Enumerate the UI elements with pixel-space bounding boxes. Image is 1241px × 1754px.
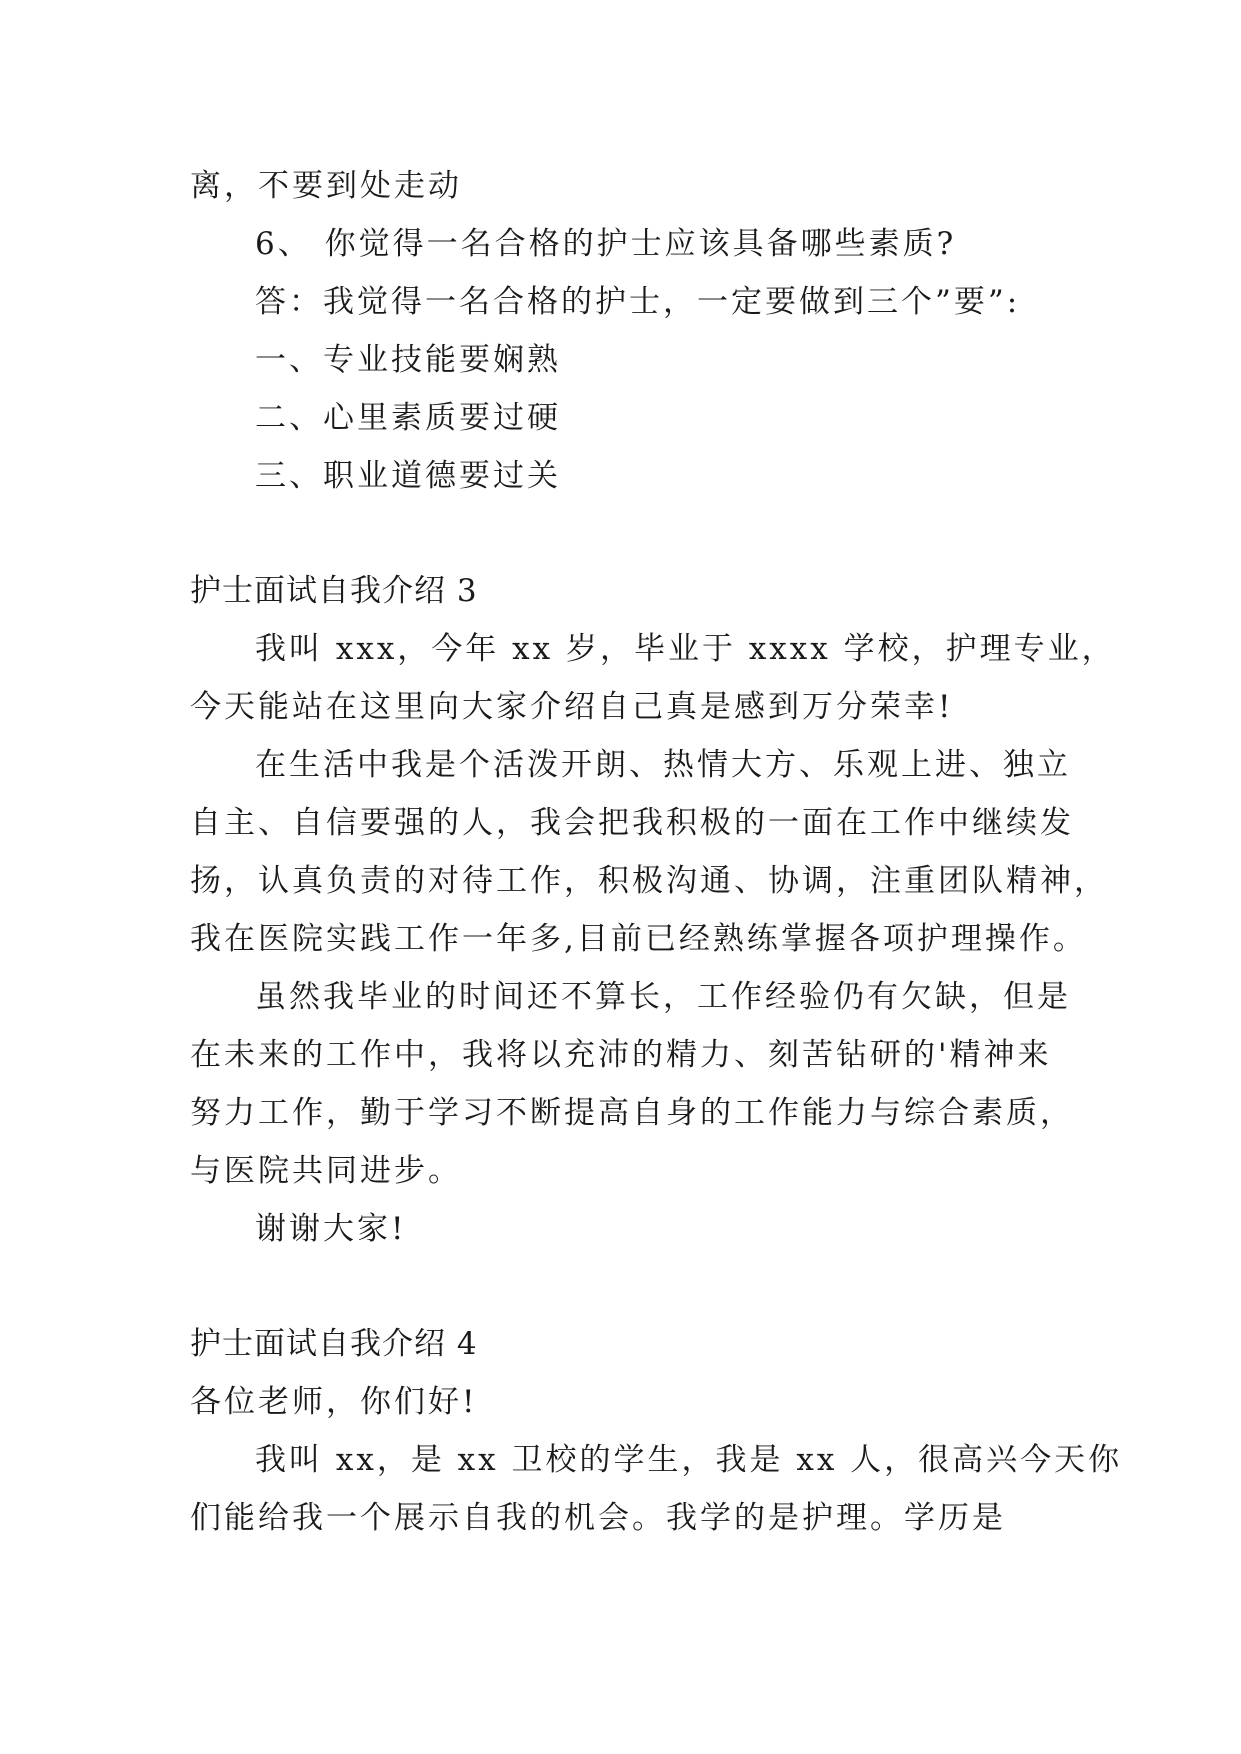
paragraph-line: 自主、自信要强的人，我会把我积极的一面在工作中继续发 <box>190 805 1074 841</box>
paragraph-line: 谢谢大家! <box>255 1211 407 1247</box>
greeting-line: 各位老师，你们好! <box>190 1384 478 1420</box>
list-item: 一、专业技能要娴熟 <box>255 342 561 378</box>
paragraph-line: 虽然我毕业的时间还不算长，工作经验仍有欠缺，但是 <box>255 979 1071 1015</box>
paragraph-line: 努力工作，勤于学习不断提高自身的工作能力与综合素质， <box>190 1095 1074 1131</box>
paragraph-line: 今天能站在这里向大家介绍自己真是感到万分荣幸! <box>190 689 954 725</box>
paragraph-line: 扬，认真负责的对待工作，积极沟通、协调，注重团队精神， <box>190 863 1108 899</box>
paragraph-line: 我在医院实践工作一年多,目前已经熟练掌握各项护理操作。 <box>190 921 1087 957</box>
paragraph-line: 与医院共同进步。 <box>190 1153 462 1189</box>
paragraph-line: 在生活中我是个活泼开朗、热情大方、乐观上进、独立 <box>255 747 1071 783</box>
answer-line: 答：我觉得一名合格的护士，一定要做到三个”要”: <box>255 284 1021 320</box>
section-heading: 护士面试自我介绍 3 <box>190 573 478 609</box>
paragraph-line: 我叫 xx，是 xx 卫校的学生，我是 xx 人，很高兴今天你 <box>255 1442 1123 1478</box>
question-line: 6、 你觉得一名合格的护士应该具备哪些素质? <box>255 226 957 262</box>
paragraph-line: 我叫 xxx，今年 xx 岁，毕业于 xxxx 学校，护理专业， <box>255 631 1116 667</box>
text-line: 离，不要到处走动 <box>190 168 462 204</box>
paragraph-line: 们能给我一个展示自我的机会。我学的是护理。学历是 <box>190 1500 1006 1536</box>
paragraph-line: 在未来的工作中，我将以充沛的精力、刻苦钻研的'精神来 <box>190 1037 1052 1073</box>
section-heading: 护士面试自我介绍 4 <box>190 1326 478 1362</box>
list-item: 二、心里素质要过硬 <box>255 400 561 436</box>
list-item: 三、职业道德要过关 <box>255 458 561 494</box>
